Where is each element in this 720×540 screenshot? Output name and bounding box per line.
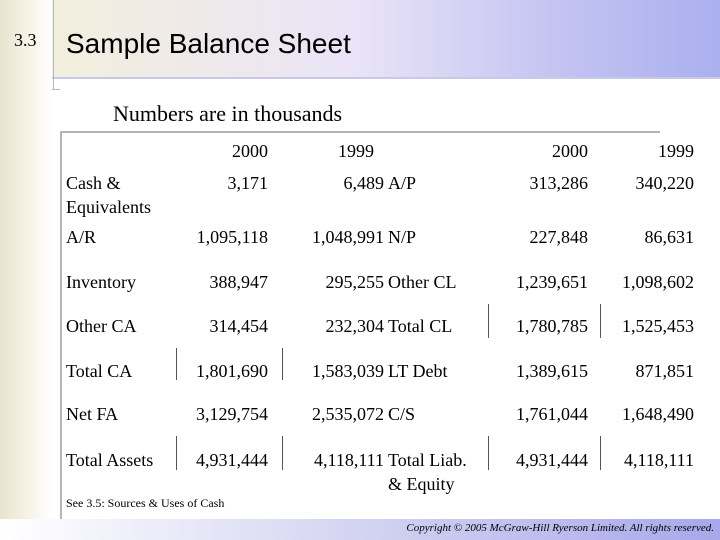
liab-value-1999: 4,118,111 <box>624 450 694 470</box>
top-bar-divider <box>52 77 720 79</box>
liab-value-2000: 1,239,651 <box>516 272 588 292</box>
liab-value-1999: 1,648,490 <box>622 404 694 424</box>
asset-value-2000: 4,931,444 <box>196 450 268 470</box>
asset-value-1999: 4,118,111 <box>314 450 384 470</box>
liab-label: LT Debt <box>388 361 448 381</box>
liab-label: A/P <box>388 173 417 193</box>
subtitle: Numbers are in thousands <box>113 101 343 126</box>
header-assets-2000: 2000 <box>232 141 268 161</box>
asset-label-cash: Cash & Equivalents <box>66 173 151 217</box>
asset-value-2000: 3,129,754 <box>196 404 268 424</box>
total-assets-marker <box>282 436 283 470</box>
total-ca-marker <box>176 348 177 380</box>
asset-value-1999: 2,535,072 <box>312 404 384 424</box>
header-liab-2000: 2000 <box>552 141 588 161</box>
asset-value-1999: 1,048,991 <box>312 227 384 247</box>
total-assets-marker <box>176 436 177 470</box>
asset-label: Net FA <box>66 404 119 424</box>
header-assets-1999: 1999 <box>338 141 374 161</box>
asset-value-1999: 1,583,039 <box>312 361 384 381</box>
asset-label: Inventory <box>66 272 136 292</box>
liab-value-1999: 1,525,453 <box>622 316 694 336</box>
asset-value-1999: 6,489 <box>343 173 384 193</box>
header-liab-1999: 1999 <box>658 141 694 161</box>
frame-corner <box>52 89 60 90</box>
left-decor-bar <box>0 0 52 540</box>
asset-label: A/R <box>66 227 97 247</box>
liab-label-total: Total Liab. & Equity <box>388 450 467 494</box>
asset-value-2000: 314,454 <box>209 316 268 336</box>
asset-value-2000: 388,947 <box>209 272 268 292</box>
copyright: Copyright © 2005 McGraw-Hill Ryerson Limited. All rights reserved. <box>406 522 714 534</box>
liab-value-1999: 86,631 <box>644 227 694 247</box>
asset-label: Total CA <box>66 361 133 381</box>
liab-label: N/P <box>388 227 417 247</box>
liab-value-2000: 227,848 <box>529 227 588 247</box>
slide-number: 3.3 <box>14 30 37 50</box>
total-ca-marker <box>282 348 283 380</box>
asset-label: Other CA <box>66 316 137 336</box>
slide-title: Sample Balance Sheet <box>66 28 351 59</box>
frame-top-border <box>60 131 660 133</box>
total-cl-marker <box>488 304 489 338</box>
asset-value-1999: 295,255 <box>325 272 384 292</box>
total-liab-marker <box>600 436 601 470</box>
frame-left-border <box>60 131 62 527</box>
liab-value-2000: 4,931,444 <box>516 450 588 470</box>
liab-value-2000: 1,761,044 <box>516 404 588 424</box>
liab-label: Total CL <box>388 316 453 336</box>
asset-value-2000: 1,801,690 <box>196 361 268 381</box>
total-liab-marker <box>488 436 489 470</box>
footnote: See 3.5: Sources & Uses of Cash <box>66 496 225 510</box>
liab-label: C/S <box>388 404 416 424</box>
asset-value-2000: 3,171 <box>227 173 268 193</box>
asset-label: Total Assets <box>66 450 154 470</box>
liab-value-2000: 1,389,615 <box>516 361 588 381</box>
liab-value-1999: 871,851 <box>635 361 694 381</box>
liab-value-2000: 313,286 <box>529 173 588 193</box>
asset-value-1999: 232,304 <box>325 316 384 336</box>
liab-value-2000: 1,780,785 <box>516 316 588 336</box>
total-cl-marker <box>600 304 601 338</box>
liab-value-1999: 1,098,602 <box>622 272 694 292</box>
liab-value-1999: 340,220 <box>635 173 694 193</box>
liab-label: Other CL <box>388 272 457 292</box>
asset-value-2000: 1,095,118 <box>196 227 268 247</box>
left-divider <box>53 0 54 90</box>
